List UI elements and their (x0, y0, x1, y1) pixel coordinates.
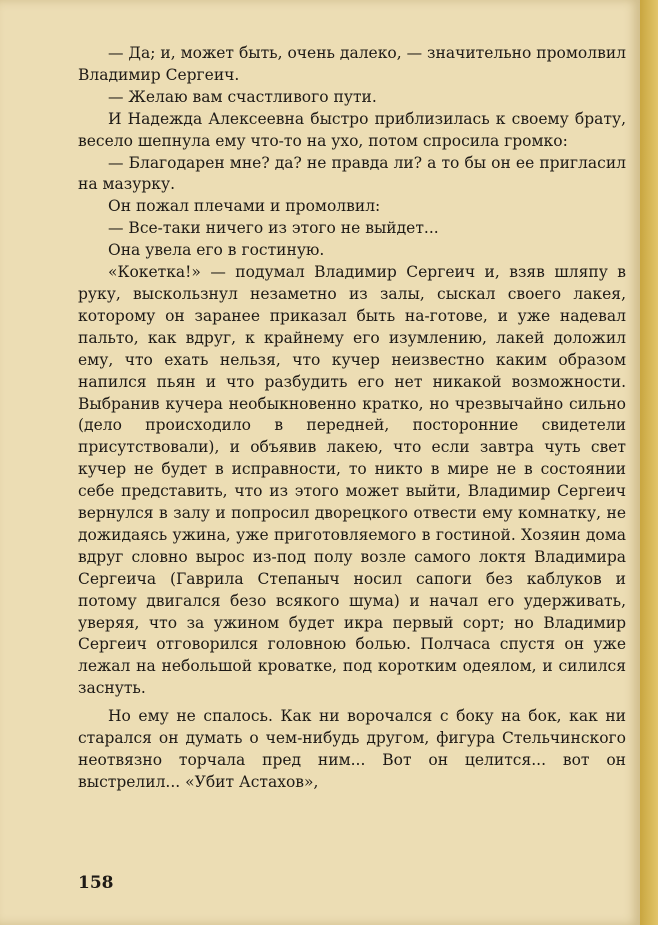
page-number: 158 (78, 873, 114, 893)
paragraph: И Надежда Алексеевна быстро приблизилась к своему брату, весело шепнула ему что-то на ухо, потом спросила громко: (78, 109, 626, 150)
paragraph: Но ему не спалось. Как ни ворочался с боку на бок, как ни старался он думать о чем-нибудь другом, фигура Стельчинского неотвязно торчала пред ним... Вот он целится... вот он выстрелил... «Убит Астахов», (78, 707, 626, 791)
page-edge (640, 0, 658, 925)
paragraph: — Желаю вам счастливого пути. (108, 87, 377, 106)
paragraph: «Кокетка!» — подумал Владимир Сергеич и, взяв шляпу в руку, выскользнул незаметно из залы, сыскал своего лакея, которому он заранее приказал быть на-готове, и уже надевал пальто, как вдруг, к крайнему его изумлению, лакей доложил ему, что ехать нельзя, что кучер неизвестно каким образом напился пьян и что разбудить его нет никакой возможности. Выбранив кучера необыкновенно кратко, но чрезвычайно сильно (дело происходило в передней, посторонние свидетели присутствовали), и объявив лакею, что если завтра чуть свет кучер не будет в исправности, то никто в мире не в состоянии себе представить, что из этого может выйти, Владимир Сергеич вернулся в залу и попросил дворецкого отвести ему комнатку, не дожидаясь ужина, уже приготовляемого в гостиной. Хозяин дома вдруг словно вырос из-под полу возле самого локтя Владимира Сергеича (Гаврила Степаныч носил сапоги без каблуков и потому двигался безо всякого шума) и начал его удерживать, уверяя, что за ужином будет икра первый сорт; но Владимир Сергеич отговорился головною болью. Полчаса спустя он уже лежал на небольшой кроватке, под коротким одеялом, и силился заснуть. (78, 263, 626, 698)
paragraph: — Да; и, может быть, очень далеко, — значительно промолвил Владимир Сергеич. (78, 44, 626, 84)
paragraph: — Благодарен мне? да? не правда ли? а то бы он ее пригласил на мазурку. (78, 153, 626, 194)
page-text (78, 43, 626, 794)
paragraph: Он пожал плечами и промолвил: (108, 197, 381, 216)
paragraph: — Все-таки ничего из этого не выйдет... (108, 219, 439, 238)
paragraph: Она увела его в гостиную. (108, 241, 325, 260)
